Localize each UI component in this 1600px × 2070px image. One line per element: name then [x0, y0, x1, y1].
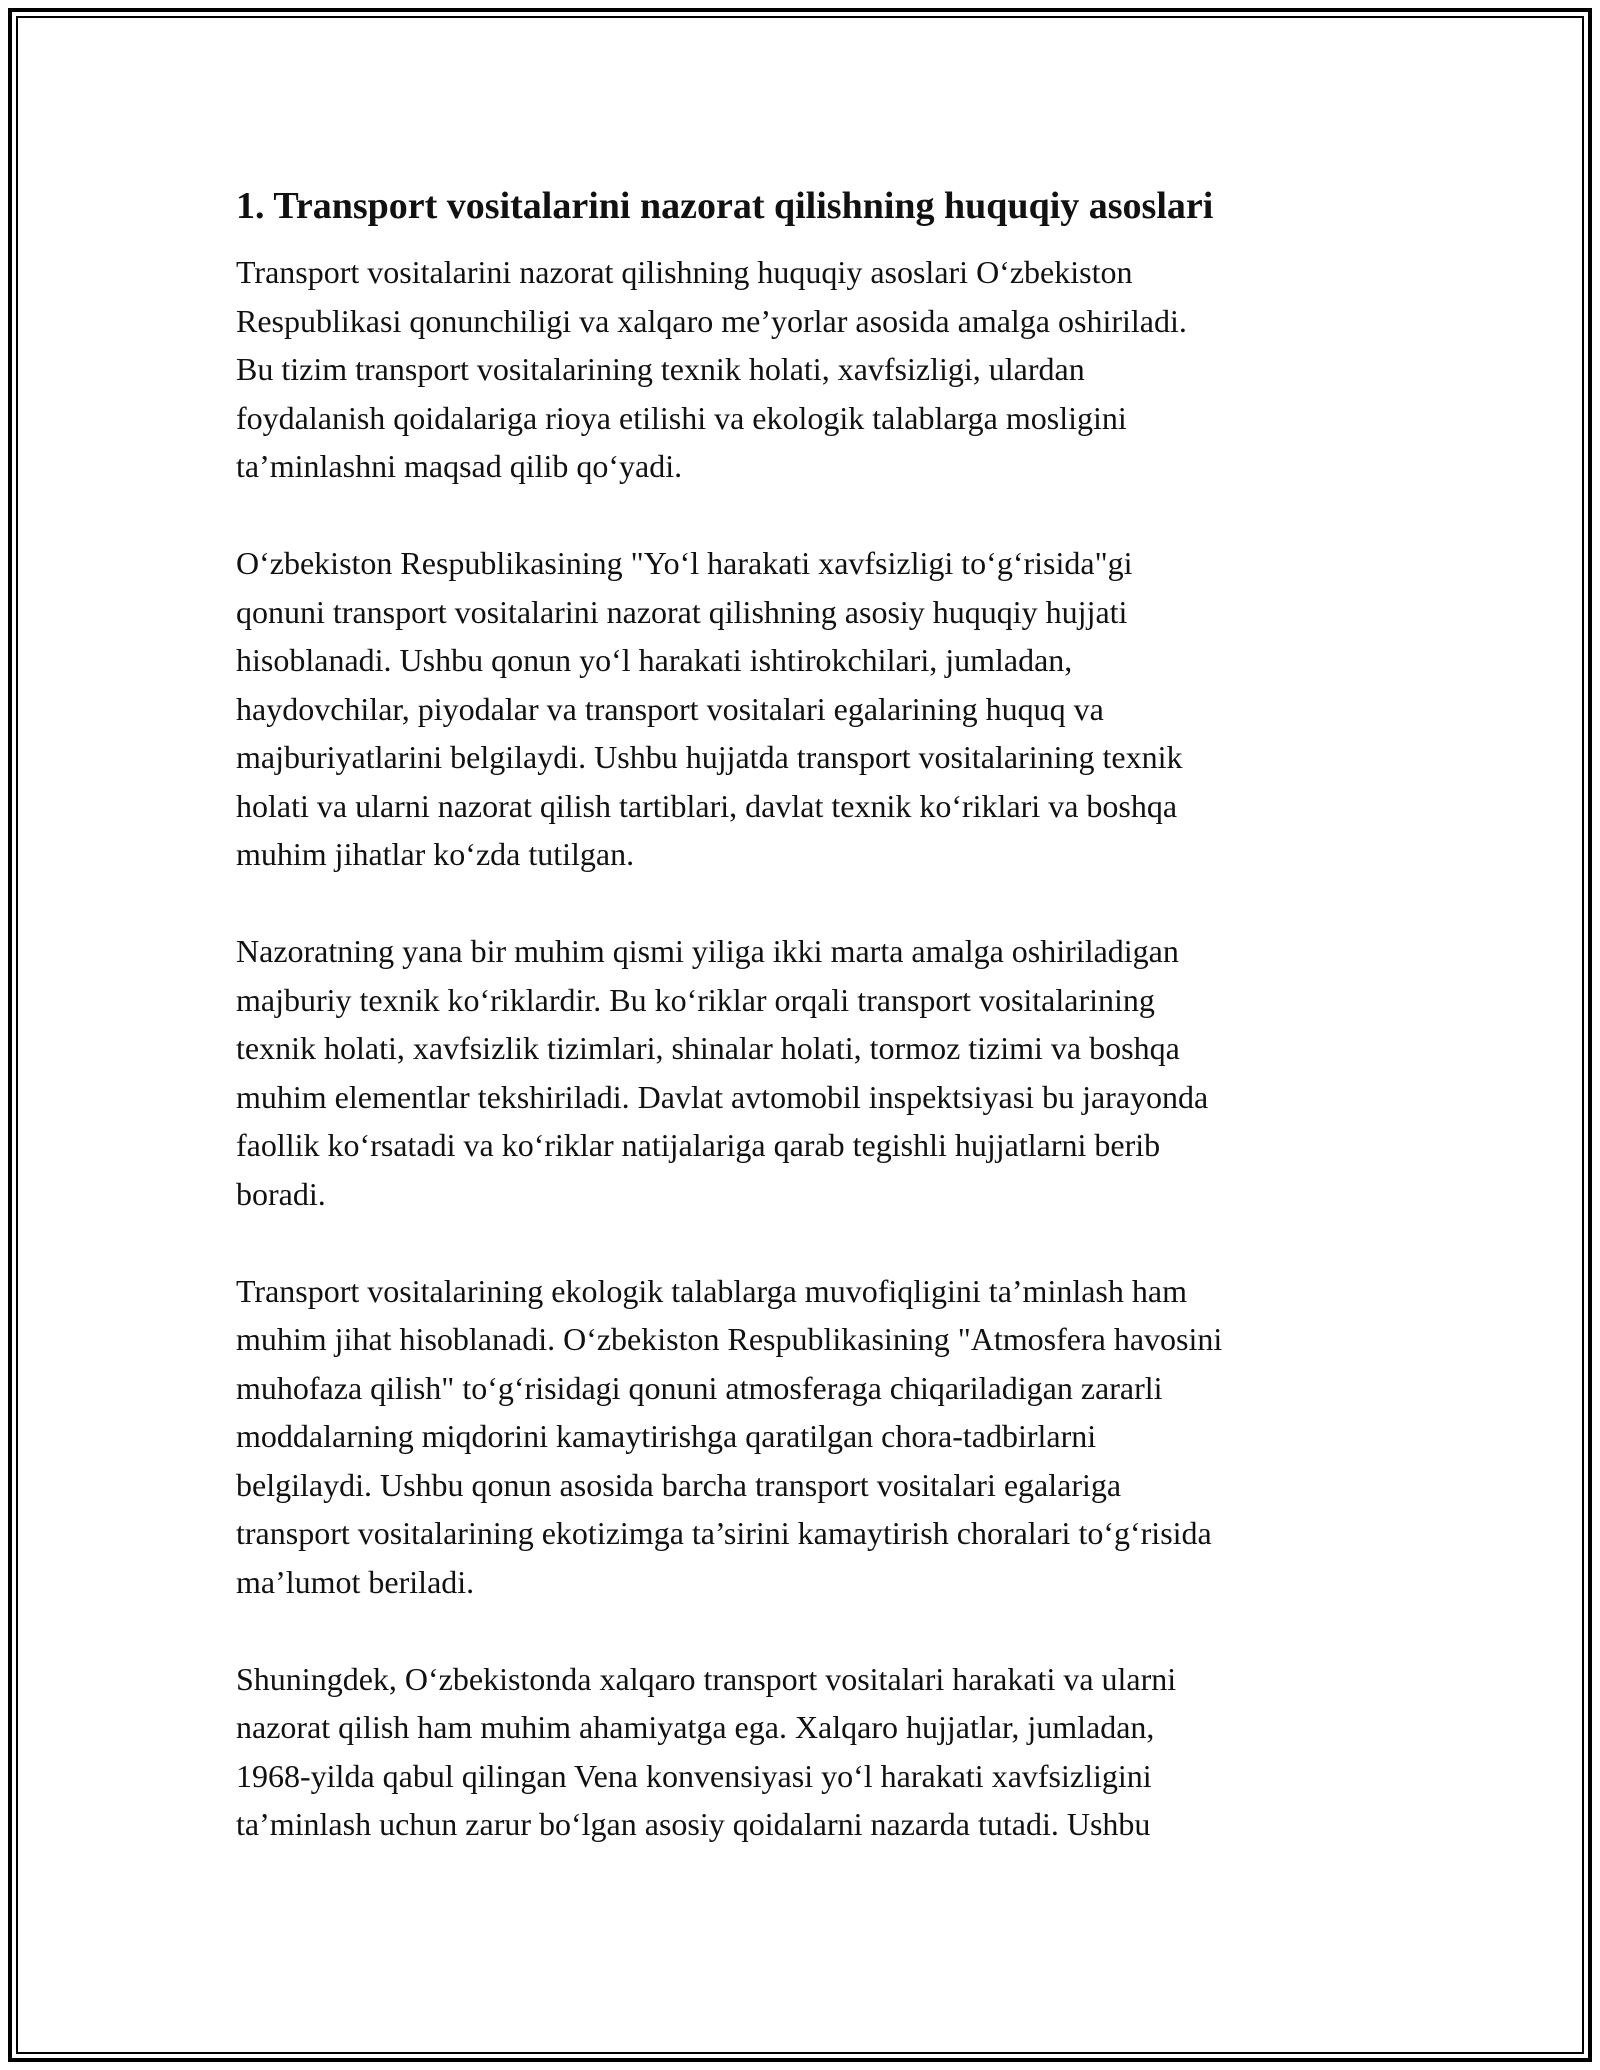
text-line: hisoblanadi. Ushbu qonun yo‘l harakati ishtirokchilari, jumladan, [236, 642, 1073, 678]
text-line: boradi. [236, 1175, 326, 1212]
text-line: Transport vositalarini nazorat qilishning huquqiy asoslari O‘zbekiston [236, 254, 1133, 290]
text-line: transport vositalarining ekotizimga ta’sirini kamaytirish choralari to‘g‘risida [236, 1515, 1212, 1551]
paragraph-4 [236, 1267, 1386, 1607]
text-line: Shuningdek, O‘zbekistonda xalqaro transport vositalari harakati va ularni [236, 1660, 1177, 1697]
text-line: texnik holati, xavfsizlik tizimlari, shinalar holati, tormoz tizimi va boshqa [236, 1030, 1180, 1066]
text-line: holati va ularni nazorat qilish tartiblari, davlat texnik ko‘riklari va boshqa [236, 787, 1178, 824]
text-line: muhim elementlar tekshiriladi. Davlat avtomobil inspektsiyasi bu jarayonda [236, 1078, 1209, 1115]
paragraph-5 [236, 1655, 1386, 1849]
text-line: qonuni transport vositalarini nazorat qilishning asosiy huquqiy hujjati [236, 593, 1128, 630]
text-line: haydovchilar, piyodalar va transport vositalari egalarining huquq va [236, 690, 1104, 727]
text-line: nazorat qilish ham muhim ahamiyatga ega. Xalqaro hujjatlar, jumladan, [236, 1709, 1155, 1745]
section-heading: 1. Transport vositalarini nazorat qilishning huquqiy asoslari [236, 185, 1214, 227]
text-line: ma’lumot beriladi. [236, 1563, 475, 1600]
text-line: ta’minlashni maqsad qilib qo‘yadi. [236, 448, 683, 484]
document-body [236, 180, 1386, 1897]
text-line: foydalanish qoidalariga rioya etilishi va ekologik talablarga mosligini [236, 399, 1127, 436]
text-line: ta’minlash uchun zarur bo‘lgan asosiy qoidalarni nazarda tutadi. Ushbu [236, 1806, 1151, 1842]
paragraph-3 [236, 927, 1386, 1218]
text-line: Bu tizim transport vositalarining texnik holati, xavfsizligi, ulardan [236, 351, 1085, 387]
text-line: O‘zbekiston Respublikasining "Yo‘l harakati xavfsizligi to‘g‘risida"gi [236, 545, 1133, 581]
paragraph-2 [236, 539, 1386, 879]
text-line: muhim jihatlar ko‘zda tutilgan. [236, 836, 635, 872]
text-line: muhim jihat hisoblanadi. O‘zbekiston Respublikasining "Atmosfera havosini [236, 1321, 1223, 1357]
text-line: Respublikasi qonunchiligi va xalqaro me’yorlar asosida amalga oshiriladi. [236, 302, 1187, 339]
text-line: faollik ko‘rsatadi va ko‘riklar natijalariga qarab tegishli hujjatlarni berib [236, 1127, 1161, 1163]
text-line: muhofaza qilish" to‘g‘risidagi qonuni atmosferaga chiqariladigan zararli [236, 1369, 1163, 1406]
text-line: majburiyatlarini belgilaydi. Ushbu hujjatda transport vositalarining texnik [236, 739, 1183, 775]
text-line: moddalarning miqdorini kamaytirishga qaratilgan chora-tadbirlarni [236, 1418, 1097, 1454]
paragraph-1 [236, 248, 1386, 491]
text-line: Nazoratning yana bir muhim qismi yiliga ikki marta amalga oshiriladigan [236, 933, 1179, 969]
text-line: 1968-yilda qabul qilingan Vena konvensiyasi yo‘l harakati xavfsizligini [236, 1757, 1152, 1794]
text-line: Transport vositalarining ekologik talablarga muvofiqligini ta’minlash ham [236, 1272, 1187, 1309]
text-line: belgilaydi. Ushbu qonun asosida barcha transport vositalari egalariga [236, 1466, 1122, 1503]
text-line: majburiy texnik ko‘riklardir. Bu ko‘riklar orqali transport vositalarining [236, 981, 1155, 1018]
